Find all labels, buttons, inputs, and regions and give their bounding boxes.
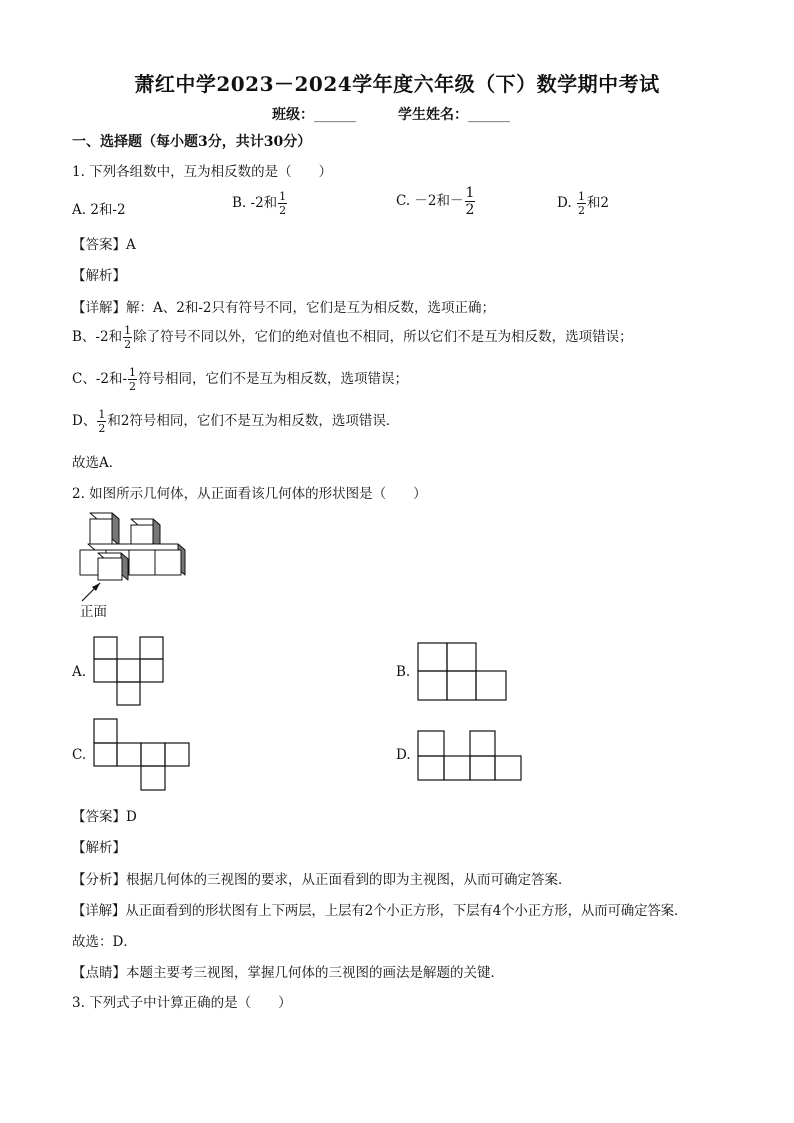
- detail-text: 符号相同，它们不是互为相反数，选项错误；: [138, 371, 409, 387]
- cube-face: [121, 553, 128, 580]
- grid-cell: [447, 643, 476, 671]
- fraction-denominator: 2: [129, 380, 137, 393]
- q1-option-d-text: 和2: [586, 195, 610, 211]
- grid-cell: [141, 743, 165, 766]
- detail-tag: 【详解】: [72, 903, 126, 919]
- grid-cell: [94, 637, 117, 659]
- detail-text: 从正面看到的形状图有上下两层，上层有2个小正方形，下层有4个小正方形，从而可确定答案．: [125, 903, 688, 919]
- q2-conclusion: 故选：D．: [72, 934, 137, 950]
- answer-value: D: [126, 809, 137, 825]
- q1-option-b-text: B. -2和: [232, 195, 278, 211]
- grid-cell: [94, 659, 117, 682]
- dianjing-text: 本题主要考三视图，掌握几何体的三视图的画法是解题的关键．: [126, 965, 504, 981]
- class-label: 班级：: [272, 107, 314, 123]
- grid-cell: [470, 731, 495, 756]
- cube-face: [98, 553, 128, 559]
- detail-tag: 【详解】: [72, 300, 126, 316]
- detail-text: 除了符号不同以外，它们的绝对值也不相同，所以它们不是互为相反数，选项错误；: [133, 329, 633, 345]
- fraction-denominator: 2: [279, 204, 287, 217]
- q1-option-c: [396, 186, 476, 217]
- dianjing-tag: 【点睛】: [72, 965, 126, 981]
- section-heading: 一、选择题（每小题3分，共计30分）: [72, 134, 312, 150]
- arrow-head: [92, 583, 100, 591]
- q3-stem: 3. 下列式子中计算正确的是（ ）: [72, 995, 292, 1011]
- fraction-denominator: 2: [465, 202, 475, 218]
- fraction-numerator: 1: [98, 408, 106, 421]
- cube-face: [153, 519, 160, 549]
- q2-option-b-label: B.: [396, 664, 411, 680]
- q1-option-c-text: C. －2和－: [396, 193, 464, 209]
- fraction-numerator: 1: [124, 324, 132, 337]
- option-b-grid: [418, 643, 506, 700]
- q2-option-d-label: D.: [396, 747, 411, 763]
- detail-text: B、-2和: [72, 329, 123, 345]
- fraction-denominator: 2: [124, 338, 132, 351]
- cube-face: [112, 513, 119, 545]
- q1-option-d-label: D.: [557, 195, 572, 211]
- answer-tag: 【答案】: [72, 809, 126, 825]
- fraction-numerator: 1: [129, 366, 137, 379]
- q1-option-b: [232, 191, 288, 216]
- solid-figure: [80, 513, 185, 580]
- arrow-line: [82, 583, 100, 601]
- grid-cell: [495, 756, 521, 780]
- detail-text: D、: [72, 413, 97, 429]
- q2-answer: [72, 805, 137, 825]
- detail-text: 解：A、2和-2只有符号不同，它们是互为相反数，选项正确；: [126, 300, 495, 316]
- grid-cell: [470, 756, 495, 780]
- grid-cell: [117, 659, 140, 682]
- fraction: [577, 191, 586, 216]
- grid-cell: [476, 671, 506, 700]
- cube-face: [131, 519, 160, 525]
- front-label: 正面: [80, 604, 107, 620]
- q2-analysis-tag: 【解析】: [72, 840, 126, 856]
- name-blank: ______: [468, 107, 510, 123]
- cube-face: [131, 525, 153, 549]
- answer-value: A: [126, 237, 136, 253]
- cube-face: [178, 544, 185, 575]
- fenxi-tag: 【分析】: [72, 872, 126, 888]
- cube-face: [88, 544, 185, 550]
- name-label: 学生姓名：: [398, 107, 468, 123]
- q2-dianjing: [72, 961, 504, 981]
- cube-face: [80, 550, 106, 575]
- q2-fenxi: [72, 868, 572, 888]
- q2-option-c-label: C.: [72, 747, 87, 763]
- q1-conclusion: 故选A．: [72, 455, 123, 471]
- cube-face: [98, 558, 122, 580]
- page-title: 萧红中学2023－2024学年度六年级（下）数学期中考试: [134, 72, 660, 96]
- cube-face: [90, 513, 119, 519]
- fraction: [465, 186, 476, 217]
- fraction-numerator: 1: [279, 190, 287, 203]
- answer-tag: 【答案】: [72, 237, 126, 253]
- q1-option-d: [557, 191, 609, 216]
- grid-cell: [141, 766, 165, 790]
- grid-cell: [418, 756, 444, 780]
- name-field: [398, 104, 510, 124]
- fraction-numerator: 1: [465, 185, 475, 201]
- fenxi-text: 根据几何体的三视图的要求，从正面看到的即为主视图，从而可确定答案．: [126, 872, 572, 888]
- q1-detail-c: [72, 367, 408, 392]
- fraction: [97, 409, 106, 434]
- q1-answer: [72, 233, 136, 253]
- grid-cell: [117, 743, 141, 766]
- q1-analysis-tag: 【解析】: [72, 268, 126, 284]
- grid-cell: [418, 731, 444, 756]
- class-field: [272, 104, 356, 124]
- fraction: [128, 367, 137, 392]
- grid-cell: [94, 743, 117, 766]
- grid-cell: [418, 671, 447, 700]
- grid-cell: [447, 671, 476, 700]
- cube-face: [129, 550, 155, 575]
- option-d-grid: [418, 731, 521, 780]
- q1-option-a: A. 2和-2: [72, 202, 126, 218]
- cube-face: [90, 519, 112, 545]
- option-a-grid: [94, 637, 163, 705]
- fraction-numerator: 1: [577, 190, 585, 203]
- detail-text: C、-2和-: [72, 371, 128, 387]
- grid-cell: [418, 643, 447, 671]
- cube-face: [155, 550, 181, 575]
- q2-detail: [72, 899, 687, 919]
- fraction-denominator: 2: [577, 204, 585, 217]
- q1-detail-d: [72, 409, 399, 434]
- fraction: [278, 191, 287, 216]
- grid-cell: [140, 637, 163, 659]
- grid-cell: [117, 682, 140, 705]
- detail-text: 和2符号相同，它们不是互为相反数，选项错误．: [107, 413, 400, 429]
- grid-cell: [444, 756, 470, 780]
- q2-stem: 2. 如图所示几何体，从正面看该几何体的形状图是（ ）: [72, 486, 427, 502]
- grid-cell: [165, 743, 189, 766]
- q1-stem: 1. 下列各组数中，互为相反数的是（ ）: [72, 164, 333, 180]
- q2-option-a-label: A.: [72, 664, 87, 680]
- option-c-grid: [94, 719, 189, 790]
- fraction: [123, 325, 132, 350]
- fraction-denominator: 2: [98, 422, 106, 435]
- class-blank: ______: [314, 107, 356, 123]
- grid-cell: [140, 659, 163, 682]
- q1-detail-a: [72, 296, 495, 316]
- q1-detail-b: [72, 325, 633, 350]
- grid-cell: [94, 719, 117, 743]
